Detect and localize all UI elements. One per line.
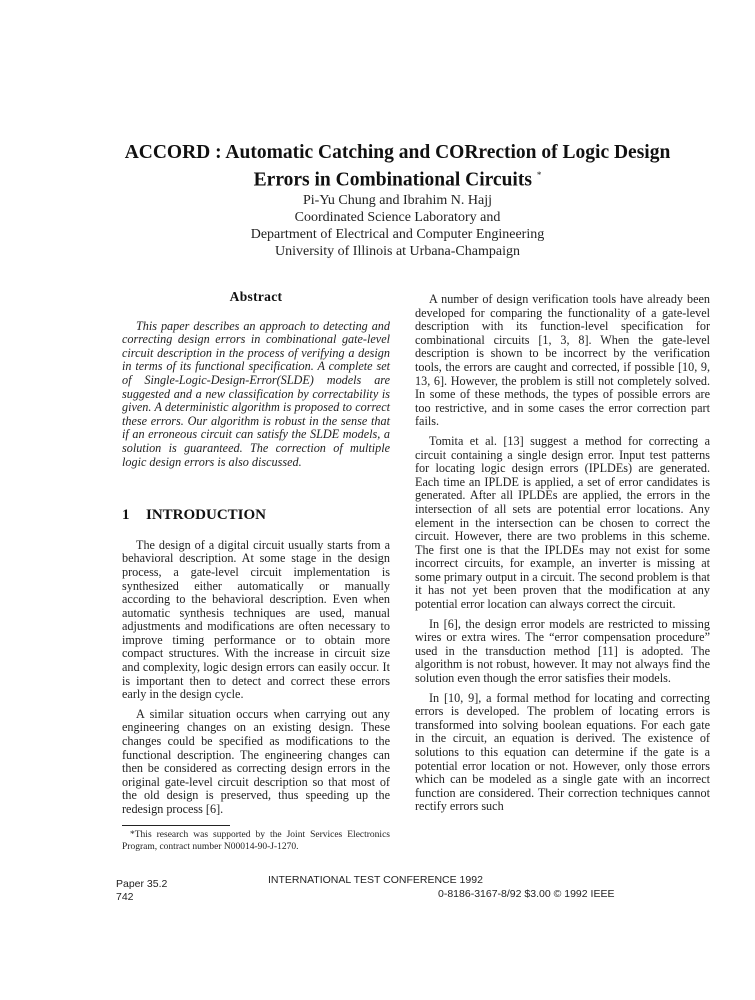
paper-number: Paper 35.2 [116, 878, 168, 890]
title-line-2-text: Errors in Combinational Circuits [253, 169, 532, 191]
right-paragraph-3: In [6], the design error models are restricted to missing wires or extra wires. The “error compensation procedure” used in the transduction method [11] is adopted. The algorithm is not robust, however. It may not always find the solution even though the error satisfies their models. [415, 616, 710, 686]
right-column [415, 293, 710, 820]
abstract-heading: Abstract [229, 289, 283, 304]
affiliation-line-1: Coordinated Science Laboratory and [294, 210, 501, 225]
affiliation-line-2: Department of Electrical and Computer Engineering [250, 227, 545, 242]
affiliation-line-3: University of Illinois at Urbana-Champaign [275, 244, 520, 259]
footnote: *This research was supported by the Joint Services Electronics Program, contract number N00014-90-J-1270. [122, 830, 390, 852]
section-title: INTRODUCTION [146, 507, 267, 524]
title-footnote-mark: * [536, 170, 542, 180]
page-number: 742 [116, 891, 134, 903]
conference-name: INTERNATIONAL TEST CONFERENCE 1992 [268, 874, 483, 886]
section-number: 1 [122, 507, 130, 524]
abstract-text: This paper describes an approach to detecting and correcting design errors in combinational gate-level circuit description in the process of verifying a design in terms of its functional specification. A complete set of Single-Logic-Design-Error(SLDE) models are suggested and a new classification by correctability is given. A deterministic algorithm is proposed to correct these errors. Our algorithm is robust in the sense that if an erroneous circuit can satisfy the SLDE models, a solution is guaranteed. The correction of multiple logic design errors is also discussed. [122, 318, 390, 469]
right-paragraph-4: In [10, 9], a formal method for locating and correcting errors is developed. The problem of locating errors is transformed into solving boolean equations. For each gate in the circuit, an equation is derived. The existence of solutions to this equation can determine if the gate is a potential error location or not. However, only those errors which can be modeled as a single gate with an incorrect function are considered. Their correction techniques cannot rectify errors such [415, 690, 710, 814]
intro-paragraph-1: The design of a digital circuit usually starts from a behavioral description. At some stage in the design process, a gate-level circuit implementation is synthesized either automatically or manually according to the behavioral description. Even when automatic synthesis techniques are used, manual adjustments and modifications are often necessary to improve timing performance or to obtain more compact structures. With the increase in circuit size and complexity, logic design errors can easily occur. It is important then to detect and correct these errors early in the design cycle. [122, 537, 390, 702]
title-line-2 [60, 164, 735, 192]
footer-left [116, 878, 167, 904]
authors: Pi-Yu Chung and Ibrahim N. Hajj [303, 193, 492, 208]
right-paragraph-2: Tomita et al. [13] suggest a method for correcting a circuit containing a single design error. Input test patterns for locating logic design errors (IPLDEs) are generated. Each time an IPLDE is applied, a set of error candidates is generated. After all IPLDEs are applied, the errors in the intersection of all sets are potential error locations. Any element in the intersection can be chosen to correct the circuit. However, there are two problems in this scheme. The first one is that the IPLDEs may not exist for some incorrect circuits, for example, an inverter is missing at some primary output in a circuit. The second problem is that it has not yet been proven that the modification at any potential error location can always correct the circuit. [415, 433, 710, 612]
intro-paragraph-2: A similar situation occurs when carrying out any engineering changes on an existing design. These changes could be specified as modifications to the functional description. The engineering changes can then be considered as correcting design errors in the original gate-level circuit description so that most of the old design is preserved, thus speeding up the redesign process [6]. [122, 706, 390, 816]
paper-title [60, 141, 735, 192]
author-block [60, 192, 735, 260]
copyright-notice: 0-8186-3167-8/92 $3.00 © 1992 IEEE [438, 888, 615, 900]
left-column [122, 290, 390, 823]
title-line-1: ACCORD : Automatic Catching and CORrection of Logic Design [124, 142, 671, 163]
right-paragraph-1: A number of design verification tools have already been developed for comparing the functionality of a gate-level description with its function-level specification for combinational circuits [1, 3, 8]. When the gate-level description is shown to be incorrect by the verification tools, the errors are caught and corrected, if possible [10, 9, 13, 6]. However, the problem is still not completely solved. In some of these methods, the types of possible errors are too restrictive, and in some cases the error correction part fails. [415, 292, 710, 429]
footnote-rule [122, 825, 230, 826]
section-heading-introduction [122, 509, 390, 523]
